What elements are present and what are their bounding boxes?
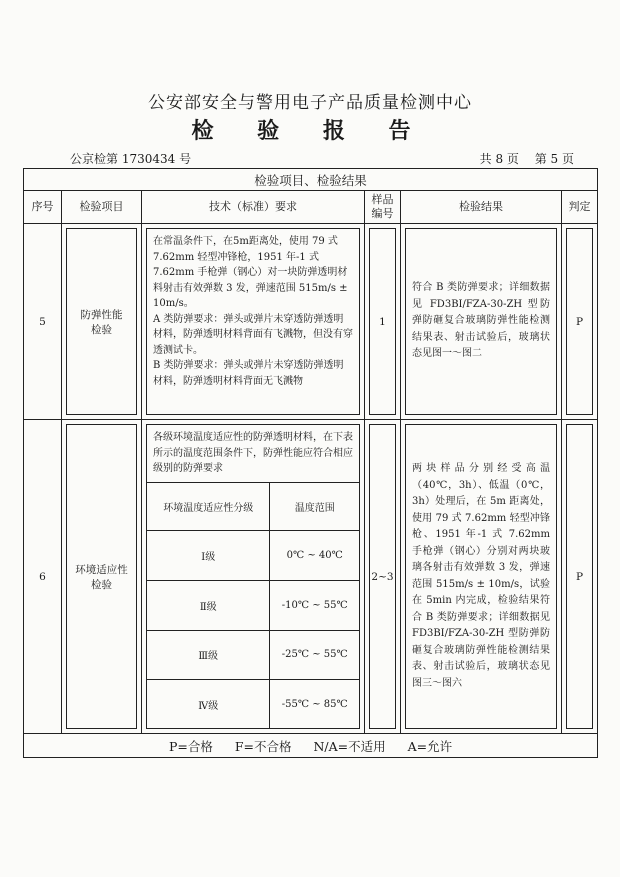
page-indicator <box>468 150 574 167</box>
grade-range: -10℃ ~ 55℃ <box>270 580 359 630</box>
grade-range: -55℃ ~ 85℃ <box>270 680 359 728</box>
section-title: 检验项目、检验结果 <box>24 169 598 191</box>
sub-header-grade: 环境温度适应性分级 <box>163 502 254 514</box>
legend-pass: P=合格 <box>168 738 213 754</box>
row-seq: 5 <box>24 224 62 420</box>
col-header-result: 检验结果 <box>401 191 562 224</box>
grade-label: Ⅱ级 <box>147 580 270 630</box>
col-header-seq: 序号 <box>24 191 62 224</box>
grade-range: -25℃ ~ 55℃ <box>270 630 359 680</box>
col-header-sample-line1: 样品 <box>371 193 394 207</box>
row-item-line2: 检验 <box>91 323 112 336</box>
grade-label: Ⅳ级 <box>147 680 270 728</box>
col-header-sample-line2: 编号 <box>371 207 394 220</box>
row-item <box>62 420 142 734</box>
row-judgment: P <box>566 424 593 729</box>
row-sample-cell <box>365 224 401 420</box>
judgment-legend <box>24 734 598 758</box>
row-seq: 6 <box>24 420 62 734</box>
legend-allow: A=允许 <box>407 738 453 754</box>
table-header-row <box>24 191 598 224</box>
row-judgment-cell <box>562 224 598 420</box>
col-header-requirement: 技术（标准）要求 <box>142 191 365 224</box>
row-requirement: 各级环境温度适应性的防弹透明材料，在下表所示的温度范围条件下，防弹性能应符合相应级别的防弹要求 <box>147 425 359 483</box>
sub-table-row <box>147 680 359 728</box>
sub-table-row <box>147 580 359 630</box>
table-row <box>24 224 598 420</box>
row-sample: 2~3 <box>369 424 396 729</box>
current-page: 第 5 页 <box>534 152 574 166</box>
sub-table-header <box>147 483 359 531</box>
total-pages: 共 8 页 <box>479 152 519 166</box>
row-result-cell <box>401 224 562 420</box>
grade-label: Ⅲ级 <box>147 630 270 680</box>
col-header-judgment: 判定 <box>562 191 598 224</box>
row-result-cell <box>401 420 562 734</box>
row-judgment-cell <box>562 420 598 734</box>
document-title: 检 验 报 告 <box>191 118 429 144</box>
row-item-line2: 检验 <box>91 578 112 591</box>
row-result: 符合 B 类防弹要求；详细数据见 FD3BI/FZA-30-ZH 型防弹防砸复合玻璃防弹性能检测结果表、射击试验后，玻璃状态见图一～图二 <box>412 282 550 360</box>
grade-label: Ⅰ级 <box>147 531 270 581</box>
sub-table-row <box>147 531 359 581</box>
table-row <box>24 420 598 734</box>
row-sample-cell <box>365 420 401 734</box>
legend-fail: F=不合格 <box>234 738 292 754</box>
col-header-sample <box>365 191 401 224</box>
row-result: 两块样品分别经受高温（40℃，3h）、低温（0℃，3h）处理后，在 5m 距离处，使用 79 式 7.62mm 轻型冲锋枪、1951 年-1 式 7.62mm 手枪弹（钢心）分别对两块玻璃各射击有效弹数 3 发，弹速范围 515m/s ± 10m/s，试验在 5min 内完成，检验结果符合 B 类防弹要求；详细数据见 FD3BI/FZA-30-ZH 型防弹防砸复合玻璃防弹性能检测结果表、射击试验后，玻璃状态见图三～图六 <box>412 463 550 689</box>
legend-na: N/A=不适用 <box>313 738 386 754</box>
row-item-line1: 防弹性能 <box>80 308 123 321</box>
sub-table-row <box>147 630 359 680</box>
row-judgment: P <box>566 228 593 415</box>
row-requirement-cell <box>142 420 365 734</box>
report-number: 公京检第 1730434 号 <box>70 152 192 166</box>
row-sample: 1 <box>369 228 396 415</box>
grade-range: 0℃ ~ 40℃ <box>270 531 359 581</box>
temperature-grade-table <box>147 483 359 729</box>
report-meta <box>70 150 574 167</box>
col-header-item: 检验项目 <box>62 191 142 224</box>
row-item-line1: 环境适应性 <box>75 563 128 576</box>
row-item <box>62 224 142 420</box>
inspection-table <box>23 168 598 758</box>
sub-header-range: 温度范围 <box>270 483 359 531</box>
organization-name: 公安部安全与警用电子产品质量检测中心 <box>148 93 472 113</box>
row-requirement: 在常温条件下，在5m距离处，使用 79 式 7.62mm 轻型冲锋枪，1951 年-1 式 7.62mm 手枪弹（钢心）对一块防弹透明材料射击有效弹数 3 发，弹速范围 515m/s ± 10m/s。 A 类防弹要求：弹头或弹片未穿透防弹透明材料，防弹透明材料背面有飞溅物，但没有穿透测试卡。 B 类防弹要求：弹头或弹片未穿透防弹透明材料，防弹透明材料背面无飞溅物 <box>153 236 353 387</box>
row-requirement-cell <box>142 224 365 420</box>
